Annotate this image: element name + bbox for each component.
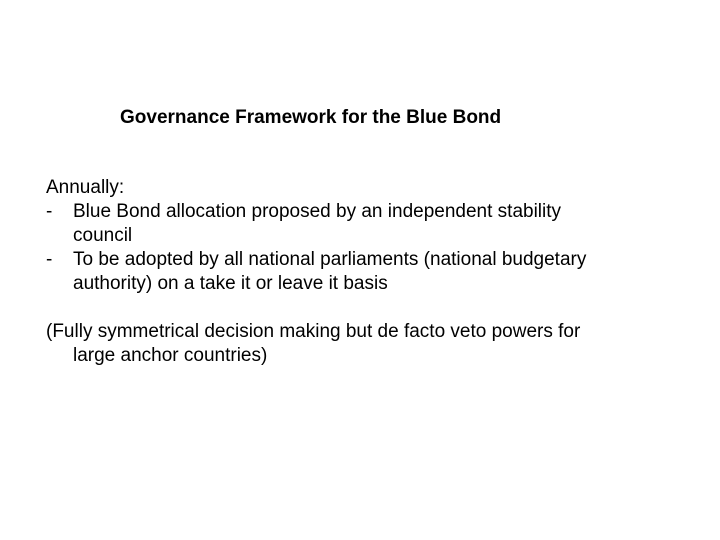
bullet-text xyxy=(73,248,586,296)
bullet-dash: - xyxy=(46,249,53,270)
bullet-line: council xyxy=(73,225,133,246)
bullet-item-2 xyxy=(46,248,696,296)
slide-title: Governance Framework for the Blue Bond xyxy=(120,107,502,128)
bullet-dash: - xyxy=(46,201,53,222)
note-line: large anchor countries) xyxy=(73,345,268,366)
note-paragraph xyxy=(46,320,696,368)
intro-text: Annually: xyxy=(46,177,125,198)
bullet-text xyxy=(73,200,561,248)
note-line: (Fully symmetrical decision making but de facto veto powers for xyxy=(46,321,581,342)
slide-body xyxy=(46,176,696,368)
bullet-line: To be adopted by all national parliaments (national budgetary xyxy=(73,249,587,270)
bullet-item-1 xyxy=(46,200,696,248)
bullet-line: authority) on a take it or leave it basis xyxy=(73,273,388,294)
bullet-line: Blue Bond allocation proposed by an independent stability xyxy=(73,201,562,222)
